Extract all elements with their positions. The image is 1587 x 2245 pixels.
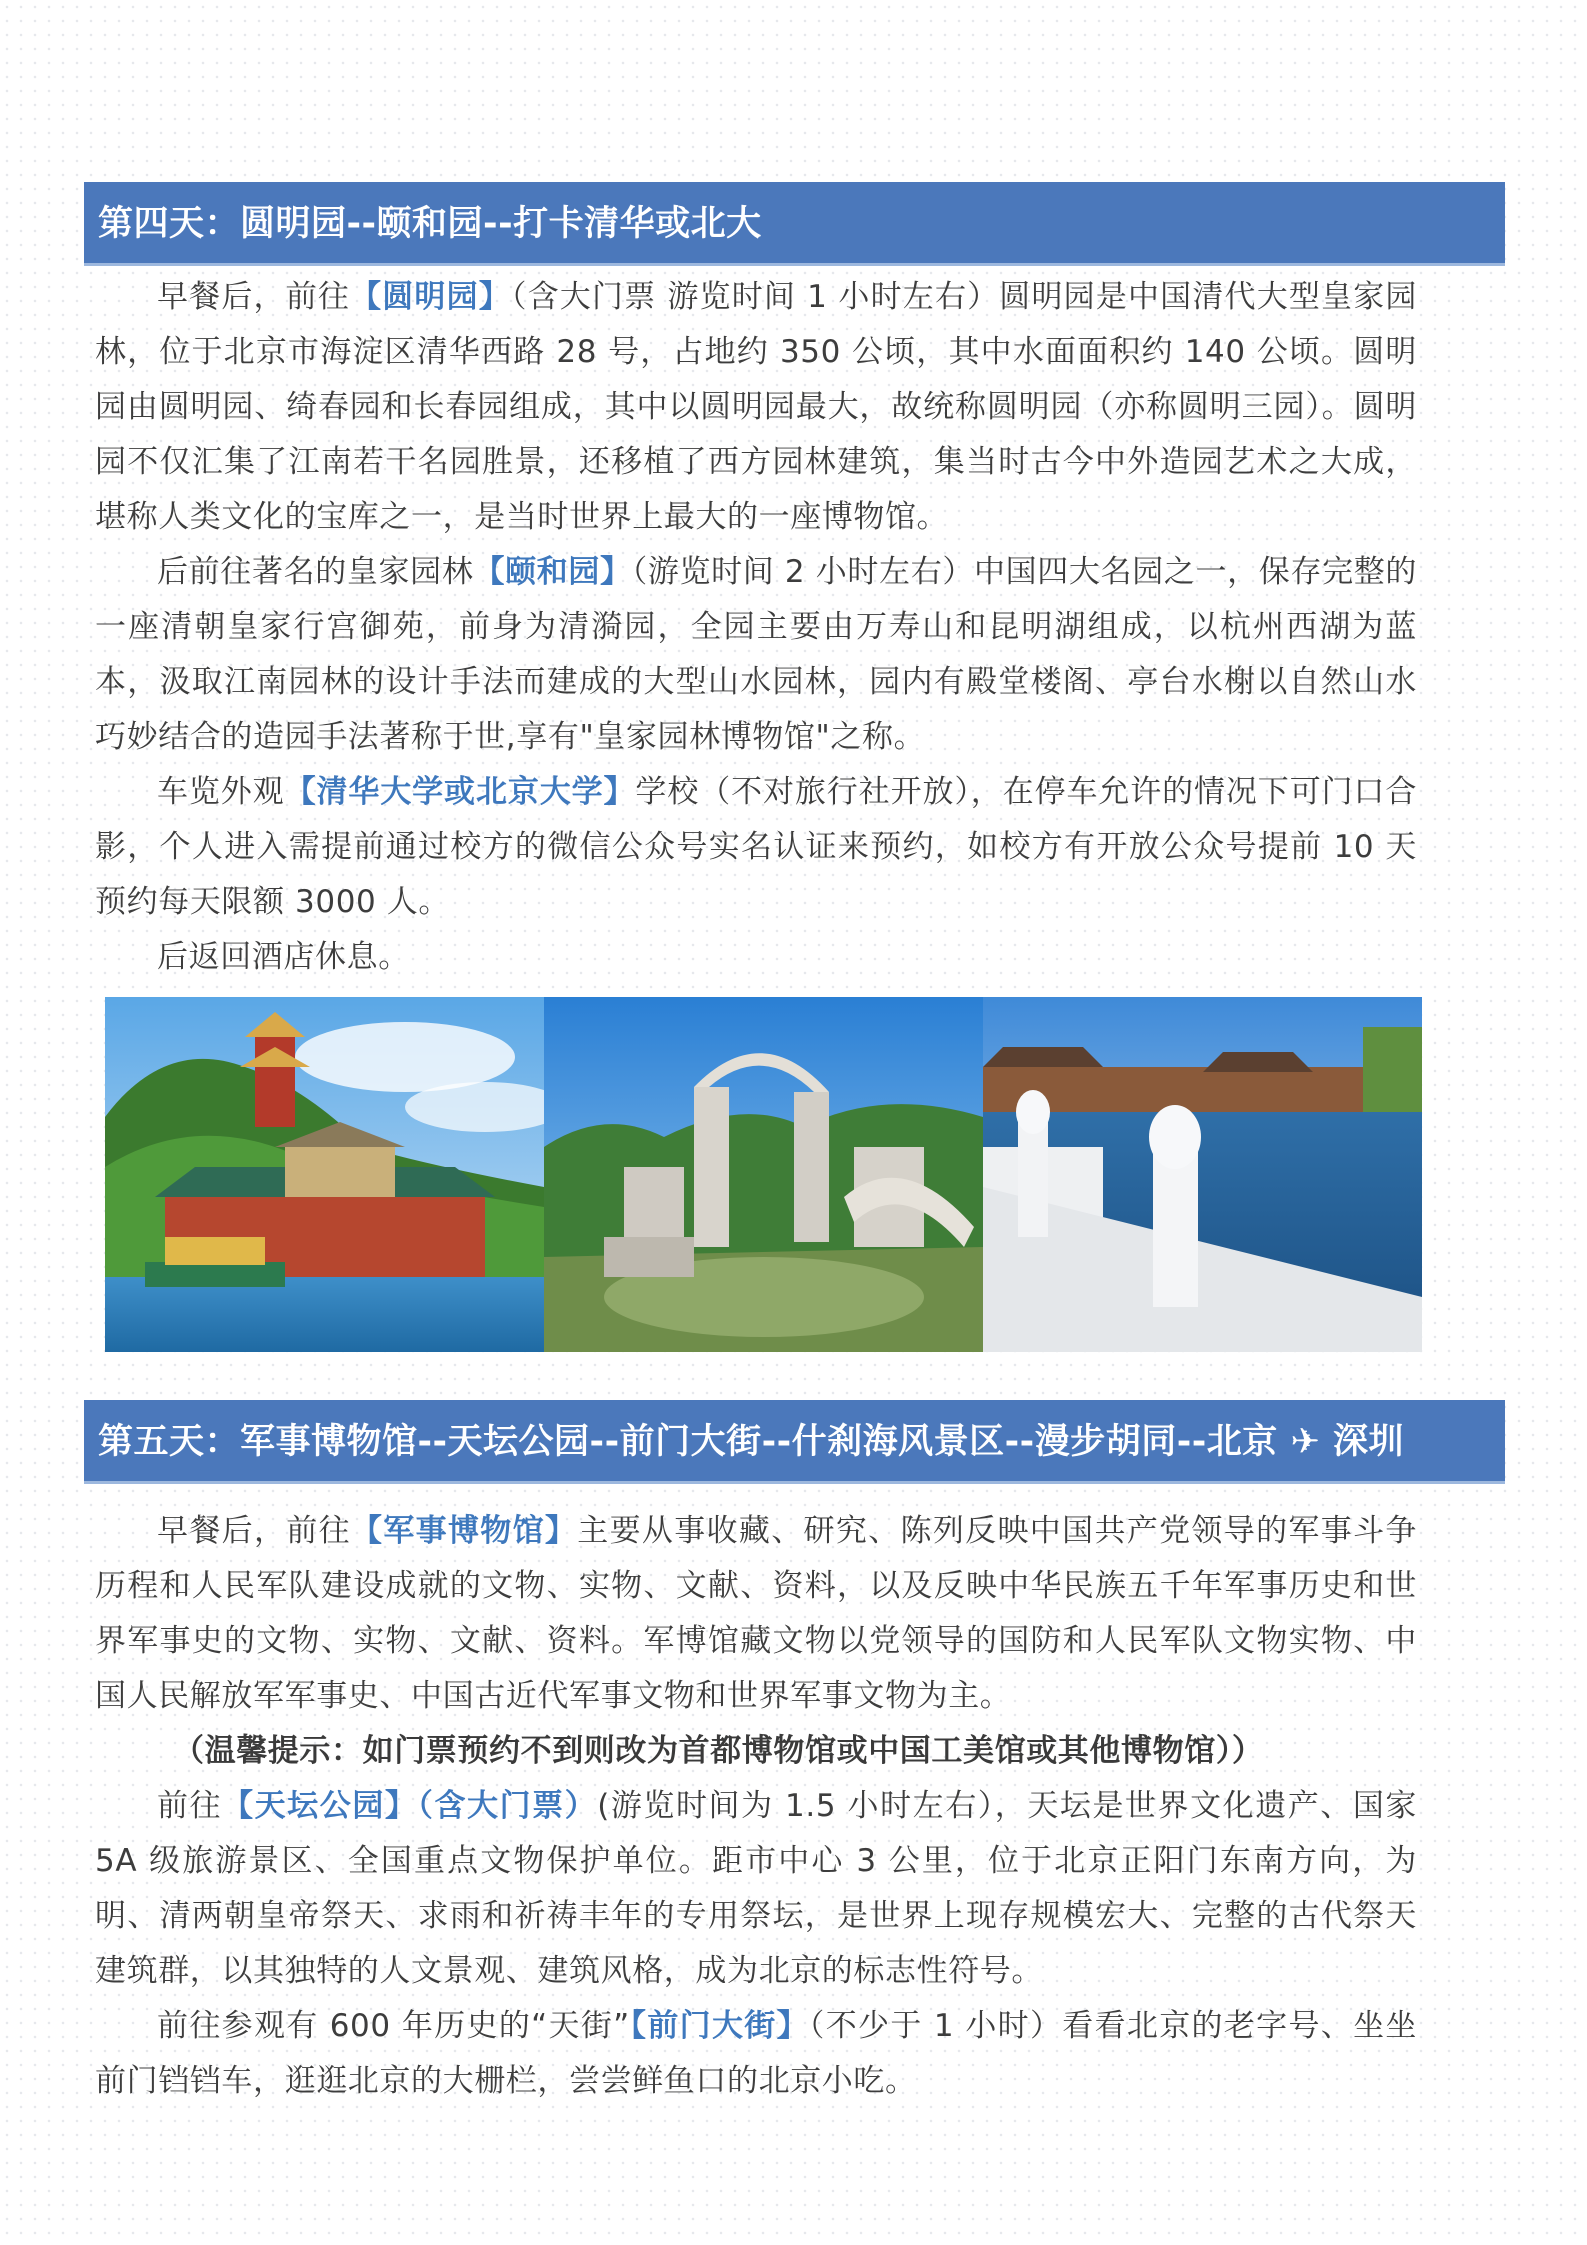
day5-paragraph-qianmen (95, 1999, 1417, 2109)
paragraph-text: 后前往著名的皇家园林 (157, 554, 474, 590)
day4-paragraph-university (95, 765, 1417, 930)
highlight-military-museum: 【军事博物馆】 (350, 1513, 578, 1549)
highlight-university: 【清华大学或北京大学】 (284, 774, 636, 810)
day5-title: 第五天：军事博物馆--天坛公园--前门大街--什刹海风景区--漫步胡同--北京 ✈ 深圳 (98, 1422, 1404, 1462)
paragraph-text: （含大门票 游览时间 1 小时左右）圆明园是中国清代大型皇家园林，位于北京市海淀区清华西路 28 号，占地约 350 公顷，其中水面面积约 140 公顷。圆明园由圆明园、绮春园和长春园组成，其中以圆明园最大，故统称圆明园（亦称圆明三园）。圆明园不仅汇集了江南若干名园胜景，还移植了西方园林建筑，集当时古今中外造园艺术之大成，堪称人类文化的宝库之一，是当时世界上最大的一座博物馆。 (95, 279, 1417, 535)
paragraph-text: 前往参观有 600 年历史的“天街” (157, 2008, 630, 2044)
day5-title-banner (84, 1400, 1505, 1484)
photo-strip (105, 997, 1422, 1352)
paragraph-text: 早餐后，前往 (157, 279, 351, 315)
photo-yuanmingyuan-ruins (544, 997, 983, 1352)
paragraph-text: （游览时间 2 小时左右）中国四大名园之一，保存完整的一座清朝皇家行宫御苑，前身为清漪园，全园主要由万寿山和昆明湖组成，以杭州西湖为蓝本，汲取江南园林的设计手法而建成的大型山水园林，园内有殿堂楼阁、亭台水榭以自然山水巧妙结合的造园手法著称于世,享有"皇家园林博物馆"之称。 (95, 554, 1417, 755)
paragraph-text: （不少于 1 小时）看看北京的老字号、坐坐前门铛铛车，逛逛北京的大栅栏，尝尝鲜鱼口的北京小吃。 (95, 2008, 1418, 2099)
day4-paragraph-yiheyuan (95, 545, 1417, 765)
paragraph-text: 早餐后，前往 (157, 1513, 351, 1549)
highlight-yiheyuan: 【颐和园】 (473, 554, 632, 590)
photo-summer-palace (105, 997, 544, 1352)
highlight-temple-of-heaven: 【天坛公园】（含大门票） (222, 1788, 598, 1824)
day5-paragraph-military-museum (95, 1504, 1417, 1724)
paragraph-text: 车览外观 (157, 774, 285, 810)
paragraph-text: 主要从事收藏、研究、陈列反映中国共产党领导的军事斗争历程和人民军队建设成就的文物、实物、文献、资料，以及反映中华民族五千年军事历史和世界军事史的文物、实物、文献、资料。军博馆藏文物以党领导的国防和人民军队文物实物、中国人民解放军军事史、中国古近代军事文物和世界军事文物为主。 (95, 1513, 1417, 1714)
photo-shichahai-lake (983, 997, 1422, 1352)
paragraph-text: 学校（不对旅行社开放），在停车允许的情况下可门口合影，个人进入需提前通过校方的微信公众号实名认证来预约，如校方有开放公众号提前 10 天预约每天限额 3000 人。 (95, 774, 1417, 920)
highlight-qianmen: 【前门大街】 (629, 2008, 809, 2044)
day5-tip: （温馨提示：如门票预约不到则改为首都博物馆或中国工美馆或其他博物馆）） (173, 1733, 1264, 1769)
day5-paragraph-temple-of-heaven (95, 1779, 1417, 1999)
day4-title-banner (84, 182, 1505, 266)
day4-title: 第四天：圆明园--颐和园--打卡清华或北大 (98, 204, 762, 244)
day4-paragraph-return: 后返回酒店休息。 (157, 939, 410, 975)
day4-body (95, 270, 1417, 985)
highlight-yuanmingyuan: 【圆明园】 (350, 279, 511, 315)
day4-paragraph-yuanmingyuan (95, 270, 1417, 545)
day5-body (95, 1504, 1417, 2109)
paragraph-text: 前往 (157, 1788, 223, 1824)
paragraph-text: (游览时间为 1.5 小时左右），天坛是世界文化遗产、国家 5A 级旅游景区、全国重点文物保护单位。距市中心 3 公里，位于北京正阳门东南方向，为明、清两朝皇帝祭天、求雨和祈祷丰年的专用祭坛，是世界上现存规模宏大、完整的古代祭天建筑群，以其独特的人文景观、建筑风格，成为北京的标志性符号。 (95, 1788, 1418, 1989)
